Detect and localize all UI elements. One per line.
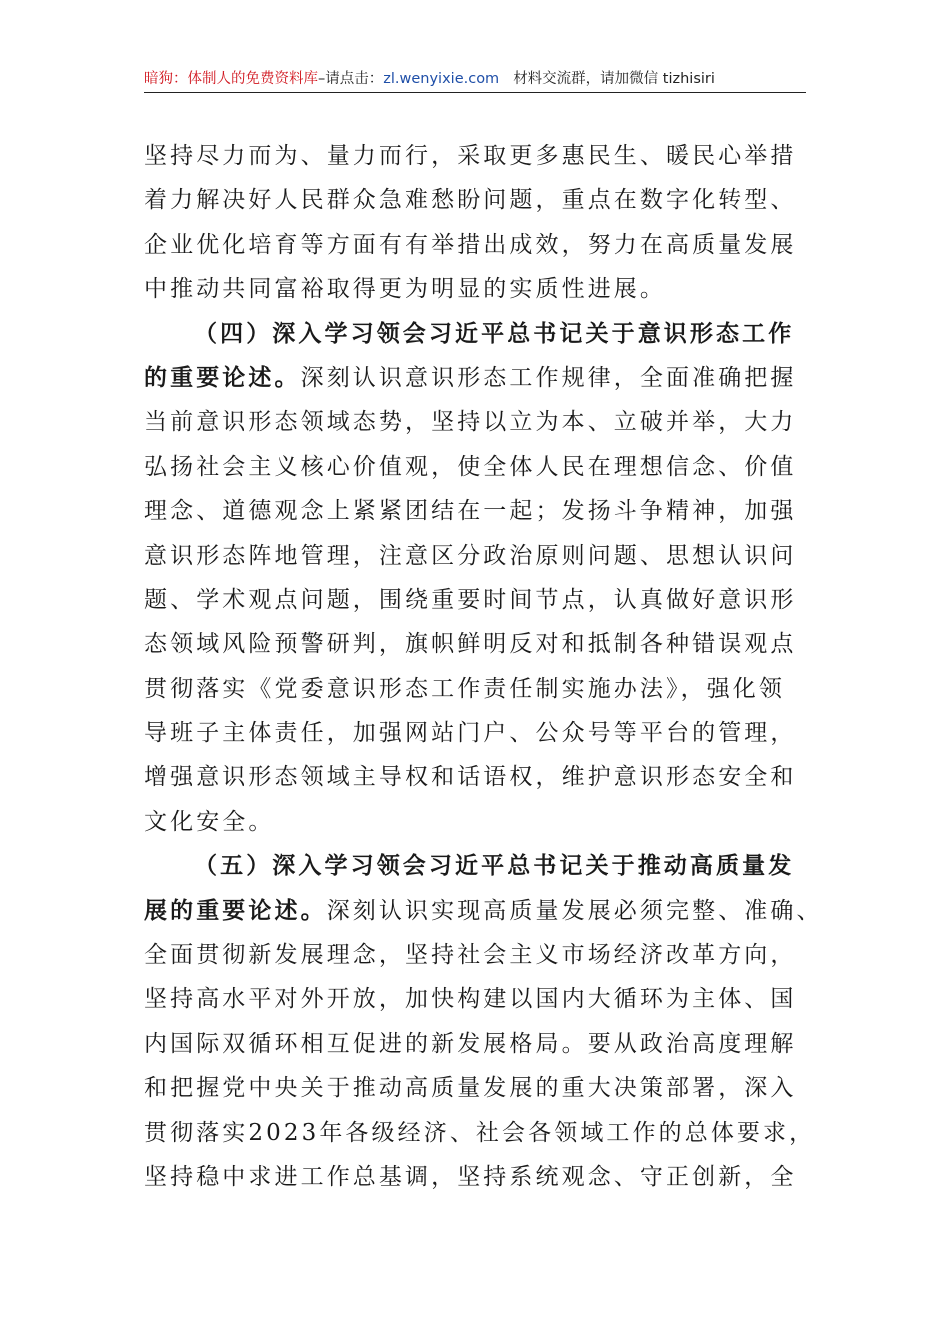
text-line: 态领域风险预警研判，旗帜鲜明反对和抵制各种错误观点 [144, 631, 797, 658]
text-line: 着力解决好人民群众急难愁盼问题，重点在数字化转型、 [144, 187, 797, 214]
section-heading-four-end: 的重要论述。 [144, 363, 301, 391]
section-heading-four: （四）深入学习领会习近平总书记关于意识形态工作 [194, 319, 795, 347]
text-line: 中推动共同富裕取得更为明显的实质性进展。 [144, 276, 666, 303]
page-header [144, 66, 806, 93]
text-line: 和把握党中央关于推动高质量发展的重大决策部署，深入 [144, 1075, 797, 1102]
header-brand: 暗狗：体制人的免费资料库 [144, 71, 318, 87]
document-body [144, 134, 823, 1199]
text-line: 弘扬社会主义核心价值观，使全体人民在理想信念、价值 [144, 453, 797, 480]
text-line: 坚持尽力而为、量力而行，采取更多惠民生、暖民心举措 [144, 143, 797, 169]
text-line: 意识形态阵地管理，注意区分政治原则问题、思想认识问 [144, 542, 797, 569]
text-line: 题、学术观点问题，围绕重要时间节点，认真做好意识形 [144, 586, 797, 613]
text-line: 文化安全。 [144, 808, 275, 835]
text-line: 展的重要论述。深刻认识实现高质量发展必须完整、准确、 [144, 896, 823, 924]
text-line: 导班子主体责任，加强网站门户、公众号等平台的管理， [144, 720, 797, 747]
section-heading-five-end: 展的重要论述。 [144, 896, 327, 924]
header-contact: 材料交流群，请加微信 tizhisiri [513, 71, 715, 87]
text-line: 企业优化培育等方面有有举措出成效，努力在高质量发展 [144, 231, 797, 258]
text-line: 全面贯彻新发展理念，坚持社会主义市场经济改革方向， [144, 942, 797, 969]
text-line: 坚持高水平对外开放，加快构建以国内大循环为主体、国 [144, 986, 797, 1013]
section-heading-five: （五）深入学习领会习近平总书记关于推动高质量发 [194, 852, 795, 880]
header-link[interactable]: zl.wenyixie.com [383, 71, 500, 87]
text-line: 内国际双循环相互促进的新发展格局。要从政治高度理解 [144, 1030, 797, 1057]
text-line: 贯彻落实2023年各级经济、社会各领域工作的总体要求， [144, 1119, 816, 1146]
text-line: 当前意识形态领域态势，坚持以立为本、立破并举，大力 [144, 409, 797, 436]
text-line: 贯彻落实《党委意识形态工作责任制实施办法》，强化领 [144, 675, 785, 702]
text-line: 增强意识形态领域主导权和话语权，维护意识形态安全和 [144, 764, 797, 791]
text-line: 理念、道德观念上紧紧团结在一起；发扬斗争精神，加强 [144, 498, 797, 525]
header-separator: –请点击： [318, 71, 384, 87]
text-line: 的重要论述。深刻认识意识形态工作规律，全面准确把握 [144, 363, 797, 391]
text-line: 坚持稳中求进工作总基调，坚持系统观念、守正创新，全 [144, 1163, 797, 1190]
